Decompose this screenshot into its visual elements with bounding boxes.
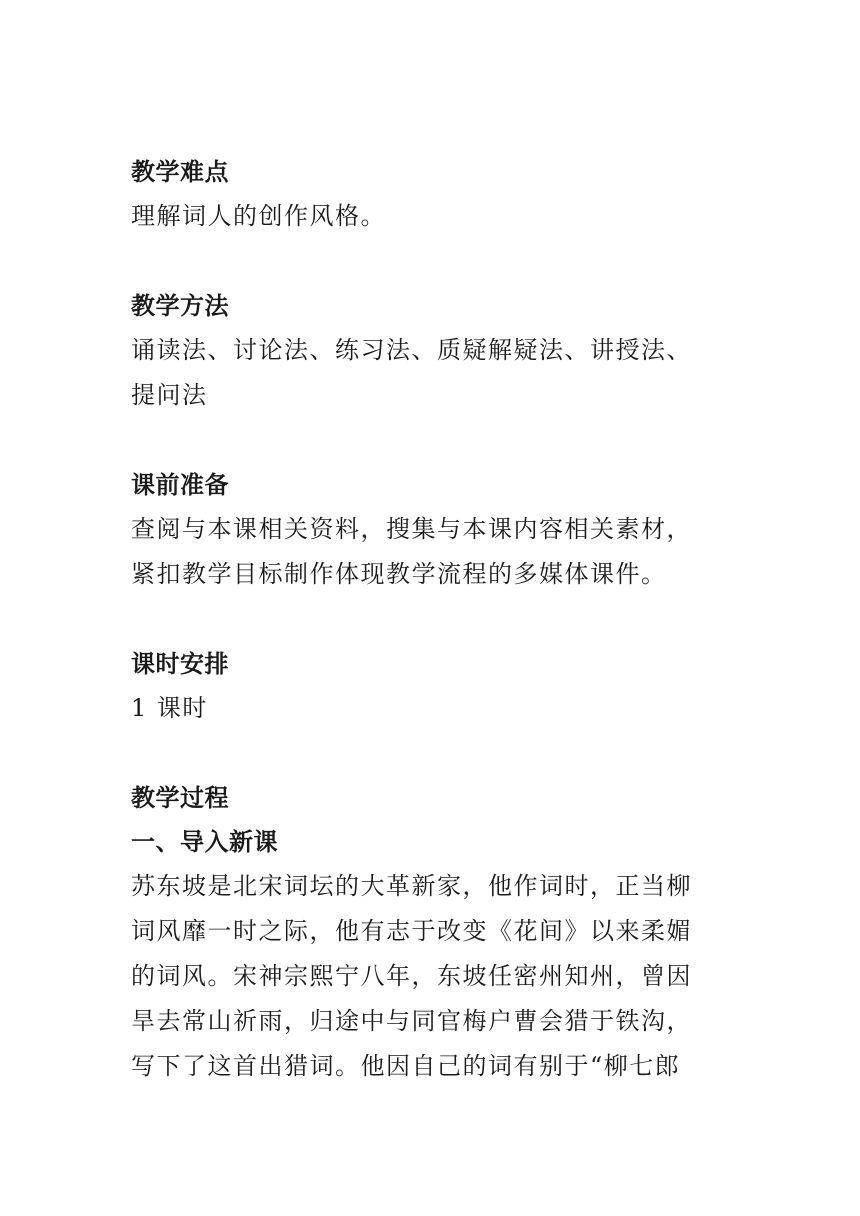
paragraph-line: 紧扣教学目标制作体现教学流程的多媒体课件。: [131, 560, 667, 588]
paragraph-line: 提问法: [131, 381, 208, 409]
section-preparation: [131, 463, 741, 597]
paragraph-line: 旱去常山祈雨，归途中与同官梅户曹会猎于铁沟，: [131, 1007, 692, 1035]
document-page: [131, 150, 741, 1089]
section-schedule: [131, 642, 741, 731]
paragraph-line: 诵读法、讨论法、练习法、质疑解疑法、讲授法、: [131, 336, 692, 364]
section-process: [131, 776, 741, 1089]
paragraph-line: 理解词人的创作风格。: [131, 202, 386, 230]
section-difficulty: [131, 150, 741, 239]
section-heading: 课时安排: [131, 650, 229, 678]
section-spacer: [131, 418, 741, 463]
section-subheading: 一、导入新课: [131, 828, 278, 856]
paragraph-line: 1 课时: [131, 694, 208, 722]
paragraph-line: 的词风。宋神宗熙宁八年，东坡任密州知州，曾因: [131, 962, 692, 990]
section-spacer: [131, 239, 741, 284]
paragraph-line: 查阅与本课相关资料，搜集与本课内容相关素材，: [131, 515, 692, 543]
section-spacer: [131, 731, 741, 776]
paragraph-line: 写下了这首出猎词。他因自己的词有别于“柳七郎: [131, 1052, 681, 1080]
section-heading: 教学过程: [131, 784, 229, 812]
section-spacer: [131, 597, 741, 642]
section-heading: 教学方法: [131, 292, 229, 320]
paragraph-line: 词风靡一时之际，他有志于改变《花间》以来柔媚: [131, 917, 692, 945]
paragraph-line: 苏东坡是北宋词坛的大革新家，他作词时，正当柳: [131, 872, 692, 900]
section-heading: 教学难点: [131, 158, 229, 186]
section-methods: [131, 284, 741, 418]
section-heading: 课前准备: [131, 471, 229, 499]
